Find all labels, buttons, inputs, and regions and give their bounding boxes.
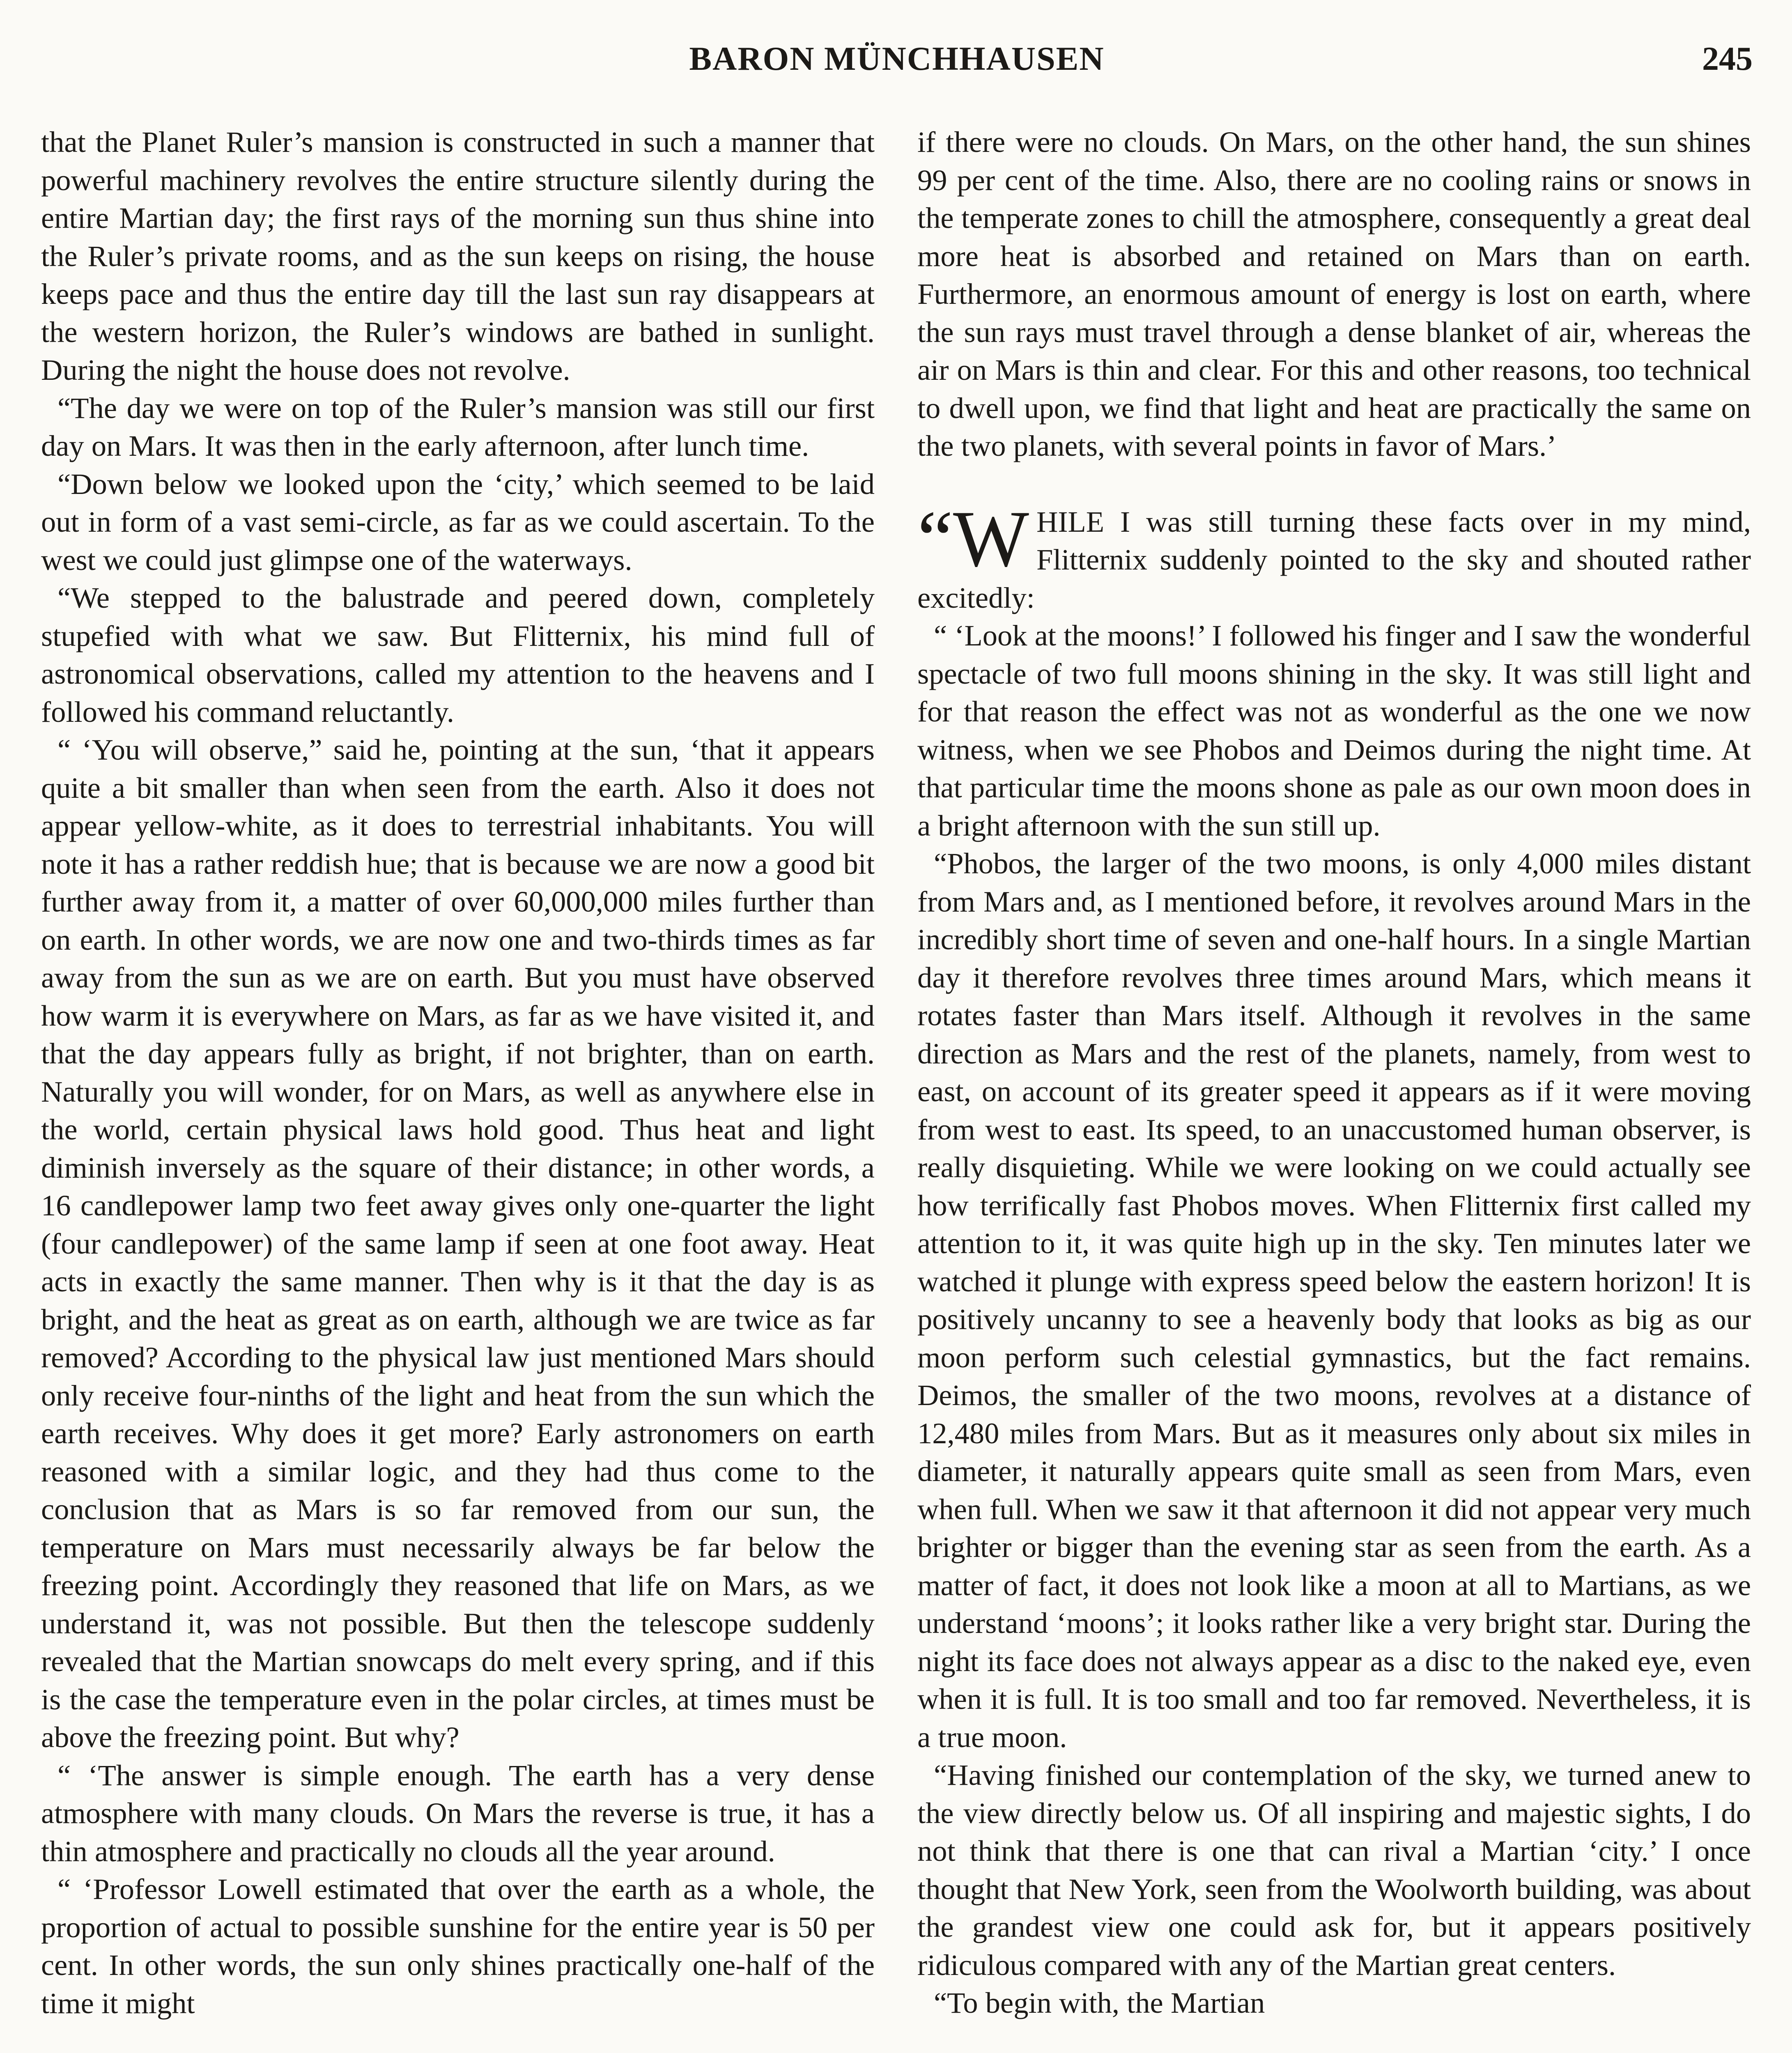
paragraph: “The day we were on top of the Ruler’s mansion was still our first day on Mars. It was then in the early afternoon, after lunch time. [41, 391, 875, 462]
paragraph: “Phobos, the larger of the two moons, is only 4,000 miles distant from Mars and, as I mentioned before, it revolves around Mars in the incredibly short time of seven and one-half hours. In a single Martian day it therefore revolves three times around Mars, which means it rotates faster than Mars itself. Although it revolves in the same direction as Mars and the rest of the planets, namely, from west to east, on account of its greater speed it appears as if it were moving from west to east. Its speed, to an unaccustomed human observer, is really disquieting. While we were looking on we could actually see how terrifically fast Phobos moves. When Flitternix first called my attention to it, it was quite high up in the sky. Ten minutes later we watched it plunge with express speed below the eastern horizon! It is positively uncanny to see a heavenly body that looks as big as our moon perform such celestial gymnastics, but the fact remains. Deimos, the smaller of the two moons, revolves at a distance of 12,480 miles from Mars. But as it measures only about six miles in diameter, it naturally appears quite small as seen from Mars, even when full. When we saw it that afternoon it did not appear very much brighter or bigger than the evening star as seen from the earth. As a matter of fact, it does not look like a moon at all to Martians, as we understand ‘moons’; it looks rather like a very bright star. During the night its face does not always appear as a disc to the naked eye, even when it is full. It is too small and too far removed. Nevertheless, it is a true moon. [917, 847, 1751, 1754]
opening-quote-mark: “ [917, 494, 953, 583]
paragraph: “ ‘Professor Lowell estimated that over the earth as a whole, the proportion of actual to possible sunshine for the entire year is 50 per cent. In other words, the sun only shines practically one-half of the time it might [41, 1872, 875, 2020]
paragraph: if there were no clouds. On Mars, on the other hand, the sun shines 99 per cent of the time. Also, there are no cooling rains or snows in the temperate zones to chill the atmosphere, consequently a great deal more heat is absorbed and retained on Mars than on earth. Furthermore, an enormous amount of energy is lost on earth, where the sun rays must travel through a dense blanket of air, whereas the air on Mars is thin and clear. For this and other reasons, too technical to dwell upon, we find that light and heat are practically the same on the two planets, with several points in favor of Mars.’ [917, 125, 1751, 462]
right-column [917, 123, 1751, 2022]
drop-cap-letter: W [953, 494, 1029, 583]
section-opening-paragraph [917, 494, 1751, 617]
paragraph: “ ‘Look at the moons!’ I followed his finger and I saw the wonderful spectacle of two full moons shining in the sky. It was still light and for that reason the effect was not as wonderful as the one we now witness, when we see Phobos and Deimos during the night time. At that particular time the moons shone as pale as our own moon does in a bright afternoon with the sun still up. [917, 619, 1751, 842]
paragraph: “Having finished our contemplation of the sky, we turned anew to the view directly below us. Of all inspiring and majestic sights, I do not think that there is one that can rival a Martian ‘city.’ I once thought that New York, seen from the Woolworth building, was about the grandest view one could ask for, but it appears positively ridiculous compared with any of the Martian great centers. [917, 1758, 1751, 1982]
section-opening-text: HILE I was still turning these facts over in my mind, Flitternix suddenly pointed to the sky and shouted rather excitedly: [917, 505, 1751, 614]
paragraph: “ ‘You will observe,” said he, pointing at the sun, ‘that it appears quite a bit smaller than when seen from the earth. Also it does not appear yellow-white, as it does to terrestrial inhabitants. You will note it has a rather reddish hue; that is because we are now a good bit further away from it, a matter of over 60,000,000 miles further than on earth. In other words, we are now one and two-thirds times as far away from the sun as we are on earth. But you must have observed how warm it is everywhere on Mars, as far as we have visited it, and that the day appears fully as bright, if not brighter, than on earth. Naturally you will wonder, for on Mars, as well as anywhere else in the world, certain physical laws hold good. Thus heat and light diminish inversely as the square of their distance; in other words, a 16 candlepower lamp two feet away gives only one-quarter the light (four candlepower) of the same lamp if seen at one foot away. Heat acts in exactly the same manner. Then why is it that the day is as bright, and the heat as great as on earth, although we are twice as far removed? According to the physical law just mentioned Mars should only receive four-ninths of the light and heat from the sun which the earth receives. Why does it get more? Early astronomers on earth reasoned with a similar logic, and they had thus come to the conclusion that as Mars is so far removed from our sun, the temperature on Mars must necessarily always be far below the freezing point. Accordingly they reasoned that life on Mars, as we understand it, was not possible. But then the telescope suddenly revealed that the Martian snowcaps do melt every spring, and if this is the case the temperature even in the polar circles, at times must be above the freezing point. But why? [41, 733, 875, 1754]
page-header [41, 39, 1753, 89]
drop-cap [917, 494, 1029, 583]
paragraph: “To begin with, the Martian [934, 1986, 1265, 2019]
running-title: BARON MÜNCHHAUSEN [689, 40, 1105, 77]
left-column [41, 123, 875, 2022]
page-number: 245 [1702, 40, 1753, 77]
paragraph: “ ‘The answer is simple enough. The earth has a very dense atmosphere with many clouds. On Mars the reverse is true, it has a thin atmosphere and practically no clouds all the year around. [41, 1758, 875, 1868]
paragraph: “We stepped to the balustrade and peered down, completely stupefied with what we saw. But Flitternix, his mind full of astronomical observations, called my attention to the heavens and I followed his command reluctantly. [41, 581, 875, 728]
paragraph: that the Planet Ruler’s mansion is constructed in such a manner that powerful machinery revolves the entire structure silently during the entire Martian day; the first rays of the morning sun thus shine into the Ruler’s private rooms, and as the sun keeps on rising, the house keeps pace and thus the entire day till the last sun ray disappears at the western horizon, the Ruler’s windows are bathed in sunlight. During the night the house does not revolve. [41, 125, 875, 386]
paragraph: “Down below we looked upon the ‘city,’ which seemed to be laid out in form of a vast semi-circle, as far as we could ascertain. To the west we could just glimpse one of the waterways. [41, 467, 875, 576]
